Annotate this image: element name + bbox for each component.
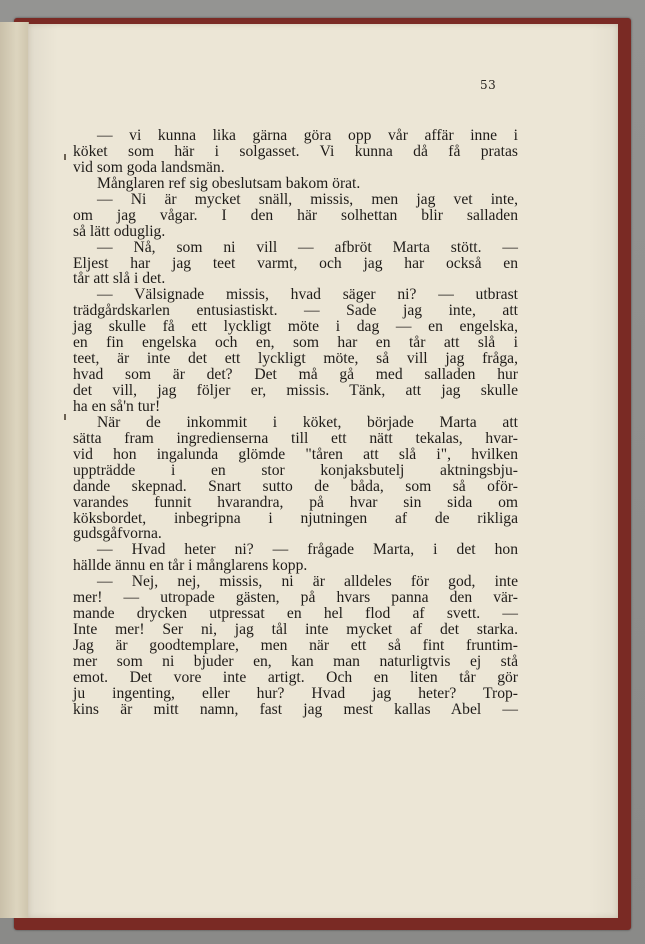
text-line: uppträdde i en stor konjaksbutelj aktningsbju- bbox=[73, 461, 518, 479]
text-line: Månglaren ref sig obeslutsam bakom örat. bbox=[97, 174, 361, 192]
text-line: trädgårdskarlen entusiastiskt. — Sade jag inte, att bbox=[73, 302, 518, 320]
text-line: det vill, jag följer er, missis. Tänk, att jag skulle bbox=[73, 382, 518, 399]
margin-mark bbox=[64, 414, 66, 420]
text-line: — Välsignade missis, hvad säger ni? — utbrast bbox=[97, 286, 518, 304]
text-line: tår att slå i det. bbox=[73, 270, 166, 288]
text-line: gudsgåfvorna. bbox=[73, 525, 162, 543]
text-line: — Ni är mycket snäll, missis, men jag vet inte, bbox=[97, 190, 518, 208]
text-line: ju ingenting, eller hur? Hvad jag heter? Trop- bbox=[73, 684, 518, 702]
text-line: jag skulle få ett lyckligt möte i dag — en engelska, bbox=[73, 318, 518, 336]
text-line: Jag är goodtemplare, men när ett så fint fruntim- bbox=[73, 637, 518, 654]
text-line: hvad som är det? Det må gå med salladen hur bbox=[73, 366, 518, 384]
text-line: Inte mer! Ser ni, jag tål inte mycket af det starka. bbox=[73, 621, 518, 639]
text-line: köksbordet, inbegripna i njutningen af de rikliga bbox=[73, 509, 518, 527]
text-line: vid hon ingalunda glömde "tåren att slå i", hvilken bbox=[73, 445, 518, 463]
margin-mark bbox=[64, 154, 66, 160]
text-line: hällde ännu en tår i månglarens kopp. bbox=[73, 557, 308, 575]
page-number: 53 bbox=[480, 78, 497, 92]
text-line: köket som här i solgasset. Vi kunna då få pratas bbox=[73, 142, 518, 160]
text-line: mer! — utropade gästen, på hvars panna den vär- bbox=[73, 589, 518, 607]
text-line: varandes funnit hvarandra, på hvar sin sida om bbox=[73, 493, 518, 511]
body-text bbox=[73, 128, 518, 718]
text-line: om jag vågar. I den här solhettan blir salladen bbox=[73, 206, 518, 224]
text-line: — Hvad heter ni? — frågade Marta, i det hon bbox=[97, 541, 518, 559]
text-line: dande skepnad. Snart sutto de båda, som så oför- bbox=[73, 477, 518, 495]
text-line: — vi kunna lika gärna göra opp vår affär inne i bbox=[97, 127, 518, 144]
text-line: mer som ni bjuder en, kan man naturligtvis ej stå bbox=[73, 652, 518, 670]
facing-page-edge bbox=[0, 22, 29, 918]
text-line: sätta fram ingredienserna till ett nätt tekalas, hvar- bbox=[73, 429, 518, 447]
text-line: så lätt oduglig. bbox=[73, 222, 166, 240]
text-line: mande drycken utpressat en hel flod af svett. — bbox=[73, 605, 518, 623]
text-line: — Nå, som ni vill — afbröt Marta stött. — bbox=[97, 238, 518, 256]
text-line: kins är mitt namn, fast jag mest kallas Abel — bbox=[73, 700, 518, 718]
text-line: vid som goda landsmän. bbox=[73, 158, 225, 176]
text-line: en fin engelska och en, som har en tår att slå i bbox=[73, 334, 518, 352]
text-line: ha en så'n tur! bbox=[73, 397, 161, 415]
text-line: Eljest har jag teet varmt, och jag har också en bbox=[73, 254, 518, 272]
text-line: När de inkommit i köket, började Marta att bbox=[97, 413, 518, 431]
text-line: teet, är inte det ett lyckligt möte, så vill jag fråga, bbox=[73, 350, 518, 368]
text-line: emot. Det vore inte artigt. Och en liten tår gör bbox=[73, 668, 518, 686]
text-line: — Nej, nej, missis, ni är alldeles för god, inte bbox=[97, 573, 518, 591]
